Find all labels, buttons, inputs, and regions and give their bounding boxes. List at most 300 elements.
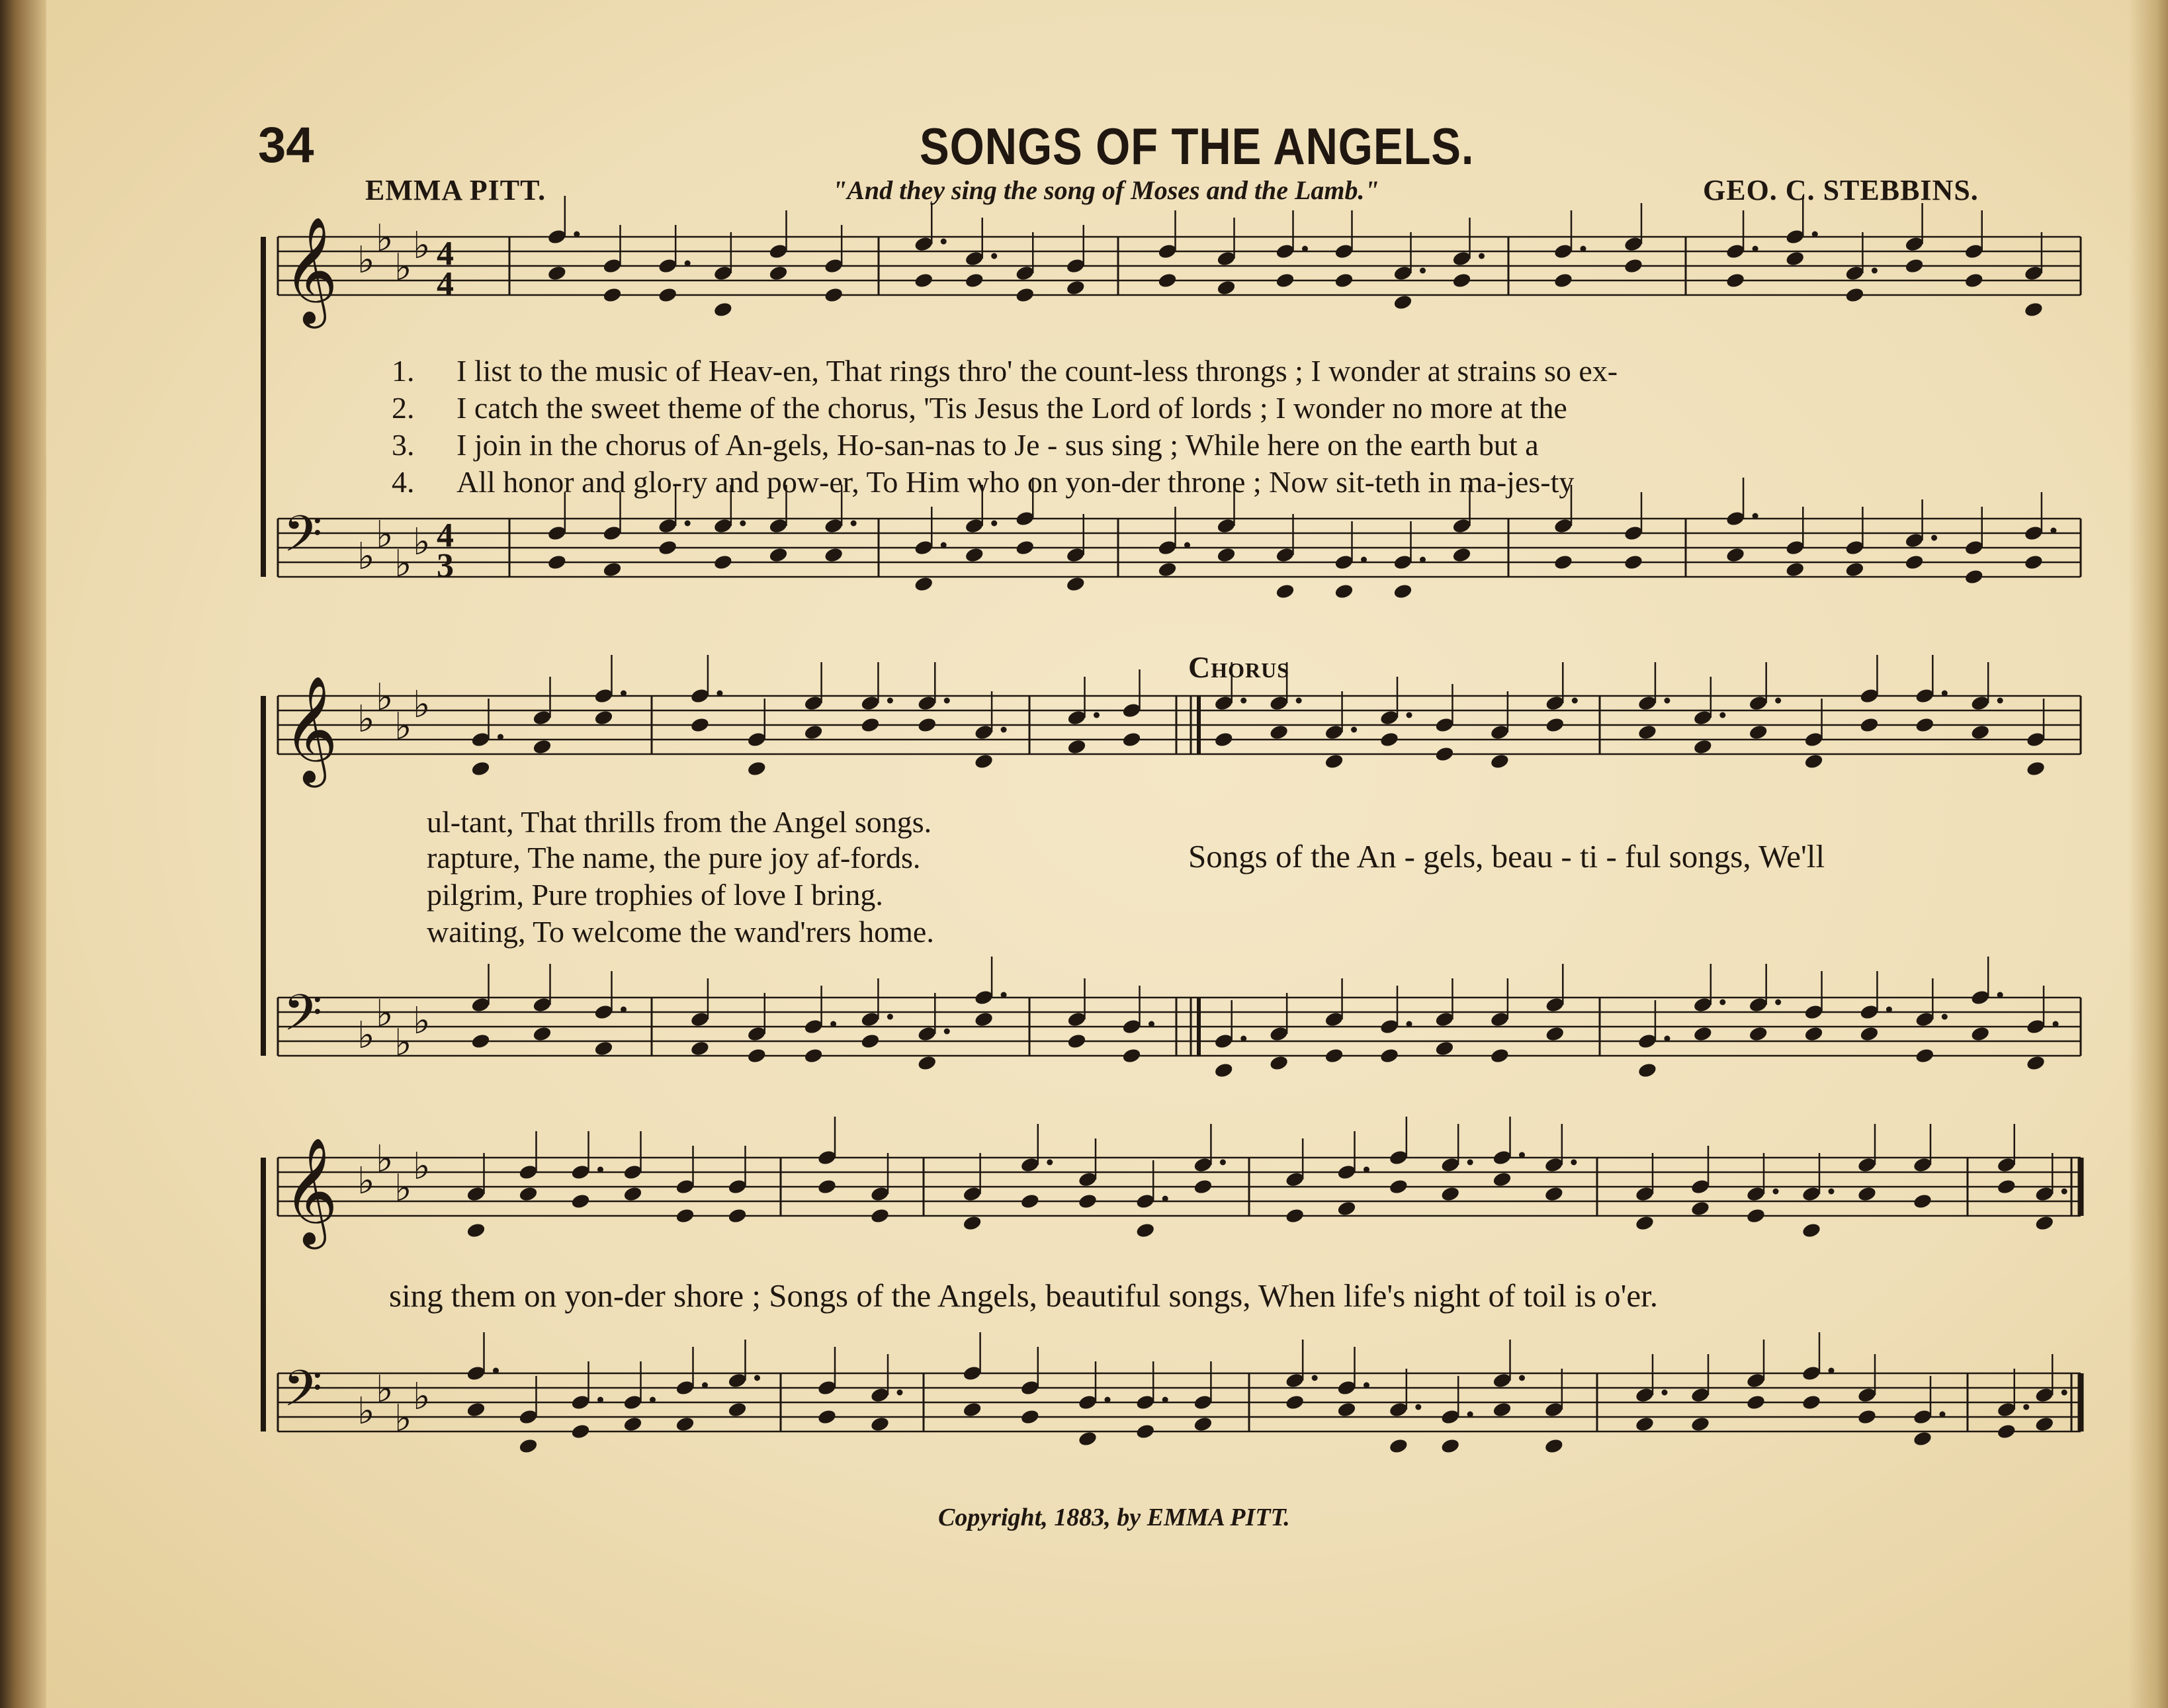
note-head [1336,1401,1357,1418]
dot [1407,1021,1412,1027]
note-head [713,517,734,534]
note-head [623,1185,643,1203]
flat-sign-icon: ♭ [394,1021,412,1064]
note-head [1213,695,1234,712]
note-head [1785,250,1805,267]
note-head [1857,1185,1878,1203]
note-head [962,1215,982,1232]
note-head [727,1178,748,1195]
note-head [1637,1033,1658,1050]
note-head [1915,716,1935,734]
note-head [1725,510,1746,527]
note-head [675,1379,695,1396]
note-head [1785,539,1805,556]
note-head [1452,272,1472,289]
note-head [1157,272,1178,289]
dot [716,691,722,697]
note-head [962,1401,982,1418]
note-head [1492,1401,1512,1418]
note-head [2024,265,2044,282]
flat-sign-icon: ♭ [413,521,431,564]
note-head [1285,1207,1305,1224]
dot [1572,698,1578,704]
verse-number: 2. [392,391,415,425]
verse-2-line: I catch the sweet theme of the chorus, 'Tis Jesus the Lord of lords ; I wonder no more at the [456,391,1567,425]
dot [991,521,997,527]
note-head [768,243,789,260]
note-head [768,546,789,564]
dot [1812,232,1818,237]
note-head [1379,731,1400,748]
time-signature-top: 4 [437,235,454,273]
verse-3-line: I join in the chorus of An-gels, Ho-san-nas to Je - sus sing ; While here on the earth but a [456,428,1539,462]
flat-sign-icon: ♭ [413,1375,431,1418]
note-head [713,265,734,282]
note-head [470,1033,491,1050]
note-head [1545,996,1565,1013]
note-head [803,695,824,712]
note-head [1544,1401,1565,1418]
note-head [1065,546,1086,564]
note-head [470,760,491,777]
dot [1775,1000,1781,1005]
flat-sign-icon: ♭ [394,1397,412,1440]
note-head [746,1047,767,1064]
note-head [768,517,789,534]
treble-clef-icon: 𝄞 [283,216,338,324]
note-head [1269,724,1289,741]
dot [897,1390,903,1396]
note-head [1970,989,1991,1006]
flat-sign-icon: ♭ [376,513,394,556]
note-head [1157,539,1178,556]
note-head [470,731,491,748]
composer-credit: GEO. C. STEBBINS. [1703,174,1979,206]
note-head [1324,753,1344,770]
note-head [1913,1193,1933,1210]
note-head [547,265,568,282]
note-head [1635,1215,1655,1232]
note-head [1690,1387,1711,1404]
note-head [1904,257,1925,275]
note-head [1452,250,1472,267]
note-head [547,554,568,571]
note-head [593,1003,614,1021]
flat-sign-icon: ♭ [357,1160,375,1203]
flat-sign-icon: ♭ [394,705,412,748]
note-head [466,1401,486,1418]
time-signature-bottom: 4 [437,265,454,303]
note-head [1379,1018,1400,1035]
note-head [1964,568,1984,585]
note-head [1996,1401,2016,1418]
note-head [1157,243,1178,260]
note-head [1996,1423,2016,1440]
dot [887,1014,893,1020]
dot [1942,691,1948,697]
note-head [1693,996,1713,1013]
note-head [817,1379,838,1396]
note-head [570,1164,591,1181]
note-head [1216,517,1236,534]
note-head [1637,724,1658,741]
note-head [870,1207,890,1224]
note-head [914,539,934,556]
note-head [1964,243,1984,260]
note-head [1748,996,1768,1013]
note-head [1440,1185,1461,1203]
note-head [593,709,614,726]
note-head [964,272,984,289]
note-head [1389,1178,1409,1195]
note-head [1690,1200,1711,1217]
time-signature-bottom: 3 [437,547,454,585]
dot [2053,1021,2059,1027]
verse-number: 3. [392,428,415,462]
dot [1467,1160,1473,1166]
dot [1361,557,1367,563]
note-head [1693,738,1713,755]
dot [702,1383,708,1388]
chorus-lyric-line: Songs of the An - gels, beau - ti - ful songs, We'll [1188,838,1825,875]
note-head [1066,738,1087,755]
note-head [2034,1185,2055,1203]
note-head [1078,1394,1098,1411]
note-head [1857,1408,1878,1426]
note-head [917,1054,937,1072]
note-head [1725,546,1746,564]
note-head [803,724,824,741]
note-head [675,1416,695,1433]
note-head [746,1025,767,1043]
flat-sign-icon: ♭ [394,542,412,585]
note-head [658,539,678,556]
note-head [803,1018,824,1035]
note-head [623,1164,643,1181]
dot [1364,1383,1369,1388]
note-head [1624,554,1644,571]
note-head [1785,561,1805,578]
note-head [1490,753,1510,770]
note-head [1334,554,1354,571]
dot [1571,1160,1577,1166]
dot [1420,557,1426,563]
note-head [2026,760,2046,777]
note-head [1693,1025,1713,1043]
note-head [1693,709,1713,726]
note-head [1434,1040,1455,1057]
note-head [1066,1033,1087,1050]
note-head [1393,583,1413,600]
note-head [532,1025,552,1043]
dot [991,253,997,259]
note-head [974,1011,994,1028]
verse-4-ending: waiting, To welcome the wand'rers home. [427,915,934,949]
flat-sign-icon: ♭ [357,535,375,578]
bass-clef-icon: 𝄢 [283,984,323,1054]
note-head [1844,561,1865,578]
note-head [1121,702,1142,719]
flat-sign-icon: ♭ [376,992,394,1035]
note-head [570,1423,591,1440]
dot [1105,1397,1111,1403]
note-head [870,1185,890,1203]
dot [944,1029,950,1035]
note-head [2034,1387,2055,1404]
note-head [1996,1156,2016,1174]
note-head [547,228,568,245]
note-head [1157,561,1178,578]
note-head [532,738,552,755]
dot [1001,727,1007,733]
note-head [727,1372,748,1389]
verse-number: 4. [392,465,415,499]
time-signature-top: 4 [437,517,454,554]
dot [1162,1196,1168,1202]
note-head [727,1401,748,1418]
note-head [1635,1416,1655,1433]
note-head [532,709,552,726]
dot [1149,1021,1154,1027]
verse-4-line: All honor and glo-ry and pow-er, To Him who on yon-der throne ; Now sit-teth in ma-jes-ty [456,465,1575,499]
note-head [1492,1372,1512,1389]
note-head [1803,1025,1824,1043]
note-head [1275,272,1295,289]
dot [1420,268,1426,274]
note-head [1336,1379,1357,1396]
dot [685,261,691,267]
note-head [532,996,552,1013]
dot [597,1397,603,1403]
note-head [1193,1178,1213,1195]
dot [1415,1404,1421,1410]
flat-sign-icon: ♭ [357,698,375,741]
dot [851,521,857,527]
note-head [746,760,767,777]
note-head [1844,539,1865,556]
bass-clef-icon: 𝄢 [283,1359,323,1430]
dot [1519,1375,1525,1381]
note-head [1844,286,1865,304]
dot [1997,992,2003,998]
flat-sign-icon: ♭ [394,1167,412,1210]
dot [887,698,893,704]
dot [740,521,746,527]
dot [1886,1007,1892,1013]
note-head [1193,1416,1213,1433]
note-head [817,1178,838,1195]
note-head [1803,753,1824,770]
note-head [593,1040,614,1057]
note-head [768,265,789,282]
note-head [1379,1047,1400,1064]
note-head [1490,1011,1510,1028]
note-head [466,1185,486,1203]
note-head [1748,695,1768,712]
note-head [1915,1047,1935,1064]
note-head [1545,695,1565,712]
note-head [1690,1416,1711,1433]
flat-sign-icon: ♭ [413,224,431,267]
note-head [2024,554,2044,571]
note-head [1803,1003,1824,1021]
note-head [1637,695,1658,712]
dot [1302,246,1308,252]
note-head [570,1394,591,1411]
dot [1662,1390,1668,1396]
note-head [1285,1372,1305,1389]
note-head [1859,687,1880,705]
note-head [1913,1430,1933,1447]
epigraph: "And they sing the song of Moses and the Lamb." [832,175,1379,205]
note-head [1490,724,1510,741]
dot [1407,712,1412,718]
note-head [1324,1011,1344,1028]
flat-sign-icon: ♭ [357,239,375,282]
note-head [1066,709,1087,726]
note-head [974,753,994,770]
note-head [1434,1011,1455,1028]
note-head [1015,510,1035,527]
note-head [1135,1222,1156,1239]
note-head [1020,1408,1041,1426]
note-head [675,1178,695,1195]
note-head [1635,1185,1655,1203]
note-head [1553,272,1574,289]
page-number: 34 [258,117,314,173]
note-head [1121,1018,1142,1035]
note-head [602,286,623,304]
note-head [962,1365,982,1382]
note-head [917,716,937,734]
dot [493,1368,499,1374]
dot [754,1375,760,1381]
note-head [1434,716,1455,734]
note-head [1857,1156,1878,1174]
note-head [1135,1423,1156,1440]
chorus-lyric-line: sing them on yon-der shore ; Songs of the Angels, beautiful songs, When life's night of toil is o'er. [389,1277,1659,1314]
note-head [1015,539,1035,556]
note-head [1748,724,1768,741]
note-head [690,1040,711,1057]
dot [1942,1014,1948,1020]
note-head [1452,546,1472,564]
note-head [860,716,881,734]
note-head [1324,724,1344,741]
note-head [466,1222,486,1239]
note-head [1389,1437,1409,1455]
page-title: SONGS OF THE ANGELS. [920,117,1475,175]
verse-number: 1. [392,354,415,388]
note-head [1065,257,1086,275]
bass-clef-icon: 𝄢 [283,505,323,576]
note-head [690,716,711,734]
verse-2-ending: rapture, The name, the pure joy af-fords. [427,841,921,875]
note-head [1434,746,1455,763]
dot [1719,1000,1725,1005]
note-head [1635,1387,1655,1404]
dot [1094,712,1100,718]
note-head [1964,539,1984,556]
note-head [690,687,711,705]
note-head [518,1164,539,1181]
flat-sign-icon: ♭ [413,1145,431,1188]
note-head [690,1011,711,1028]
note-head [1801,1394,1822,1411]
note-head [1690,1178,1711,1195]
note-head [1379,709,1400,726]
dot [1940,1412,1946,1418]
note-head [1078,1171,1098,1188]
note-head [1334,272,1354,289]
note-head [1904,554,1925,571]
note-head [1135,1193,1156,1210]
note-head [1193,1394,1213,1411]
note-head [1213,1033,1234,1050]
note-head [1801,1222,1822,1239]
note-head [974,989,994,1006]
note-head [1996,1178,2016,1195]
note-head [713,554,734,571]
note-head [1553,243,1574,260]
note-head [658,257,678,275]
note-head [1904,532,1925,549]
note-head [1624,235,1644,253]
dot [830,1021,836,1027]
note-head [860,695,881,712]
note-head [860,1033,881,1050]
note-head [2026,1018,2046,1035]
note-head [1078,1430,1098,1447]
note-head [602,257,623,275]
note-head [1452,517,1472,534]
note-head [602,525,623,542]
verse-1-line: I list to the music of Heav-en, That rings thro' the count-less throngs ; I wonder at strains so ex- [456,354,1618,388]
dot [1664,698,1670,704]
verse-3-ending: pilgrim, Pure trophies of love I bring. [427,878,883,912]
note-head [1746,1185,1766,1203]
dot [621,1007,627,1013]
lyricist-credit: EMMA PITT. [365,174,546,206]
note-head [1285,1171,1305,1188]
note-head [1725,272,1746,289]
note-head [1275,546,1295,564]
note-head [1544,1437,1565,1455]
note-head [1913,1156,1933,1174]
note-head [658,286,678,304]
note-head [1544,1185,1565,1203]
note-head [1135,1394,1156,1411]
dot [685,521,691,527]
note-head [570,1193,591,1210]
note-head [1857,1387,1878,1404]
note-head [518,1185,539,1203]
note-head [1915,1011,1935,1028]
note-head [1440,1437,1461,1455]
dot [1581,246,1586,252]
flat-sign-icon: ♭ [357,1014,375,1057]
note-head [470,996,491,1013]
dot [944,698,950,704]
dot [650,1397,656,1403]
note-head [602,561,623,578]
note-head [1389,1149,1409,1166]
note-head [914,235,934,253]
note-head [1545,716,1565,734]
dot [1829,1189,1835,1195]
note-head [1490,1047,1510,1064]
note-head [2026,731,2046,748]
